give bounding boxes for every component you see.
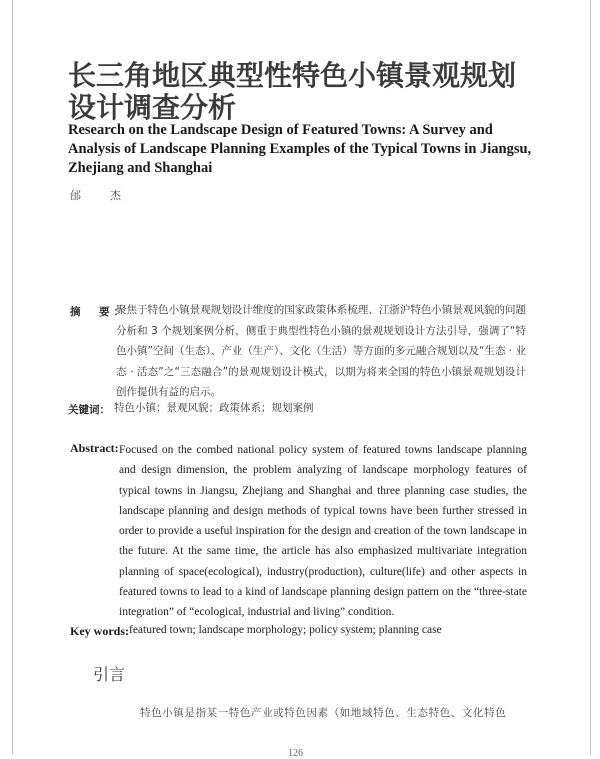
author-name: 邰 杰: [70, 189, 130, 202]
section-heading-introduction: 引言: [93, 665, 126, 684]
abstract-cn-text: 聚焦于特色小镇景观规划设计维度的国家政策体系梳理、江浙沪特色小镇景观风貌的问题分析和 3 个规划案例分析，侧重于典型性特色小镇的景观规划设计方法引导，强调了“特色小镇”空间（生态）、产业（生产）、文化（生活）等方面的多元融合规划以及“生态 · 业态 · 活态”之“三态融合”的景观规划设计模式，以期为将来全国的特色小镇景观规划设计创作提供有益的启示。: [116, 304, 526, 398]
abstract-en-label: Abstract:: [70, 441, 119, 455]
body-first-line: 特色小镇是指某一特色产业或特色因素（如地域特色、生态特色、文化特色: [140, 707, 507, 719]
keywords-en-label: Key words:: [70, 624, 129, 638]
article-title-en: Research on the Landscape Design of Featured Towns: A Survey and Analysis of Landscape Planning Examples of the Typical Towns in Jiangsu, Zhejiang and Shanghai: [68, 122, 532, 176]
page-right-border: [590, 0, 591, 755]
article-title-cn: 长三角地区典型性特色小镇景观规划设计调查分析: [68, 59, 517, 124]
page-left-border: [12, 0, 13, 755]
keywords-en-text: featured town; landscape morphology; policy system; planning case: [129, 624, 442, 636]
keywords-cn-label: 关键词：: [68, 404, 110, 416]
keywords-cn-text: 特色小镇；景观风貌；政策体系；规划案例: [114, 402, 314, 414]
page-number: 126: [288, 748, 303, 759]
abstract-cn-label: 摘 要：: [70, 306, 128, 318]
abstract-en-text: Focused on the combed national policy system of featured towns landscape planning and design dimension, the problem analyzing of landscape morphology features of typical towns in Jiangsu, Zhejiang and Shanghai and three planning case studies, the landscape planning and design methods of typical towns have been further stressed in order to provide a useful inspiration for the design and creation of the town landscape in the future. At the same time, the article has also emphasized multivariate integration planning of space(ecological), industry(production), culture(life) and other aspects in featured towns to lead to a kind of landscape planning design pattern on the “three-state integration” of “ecological, industrial and living” condition.: [119, 444, 527, 619]
